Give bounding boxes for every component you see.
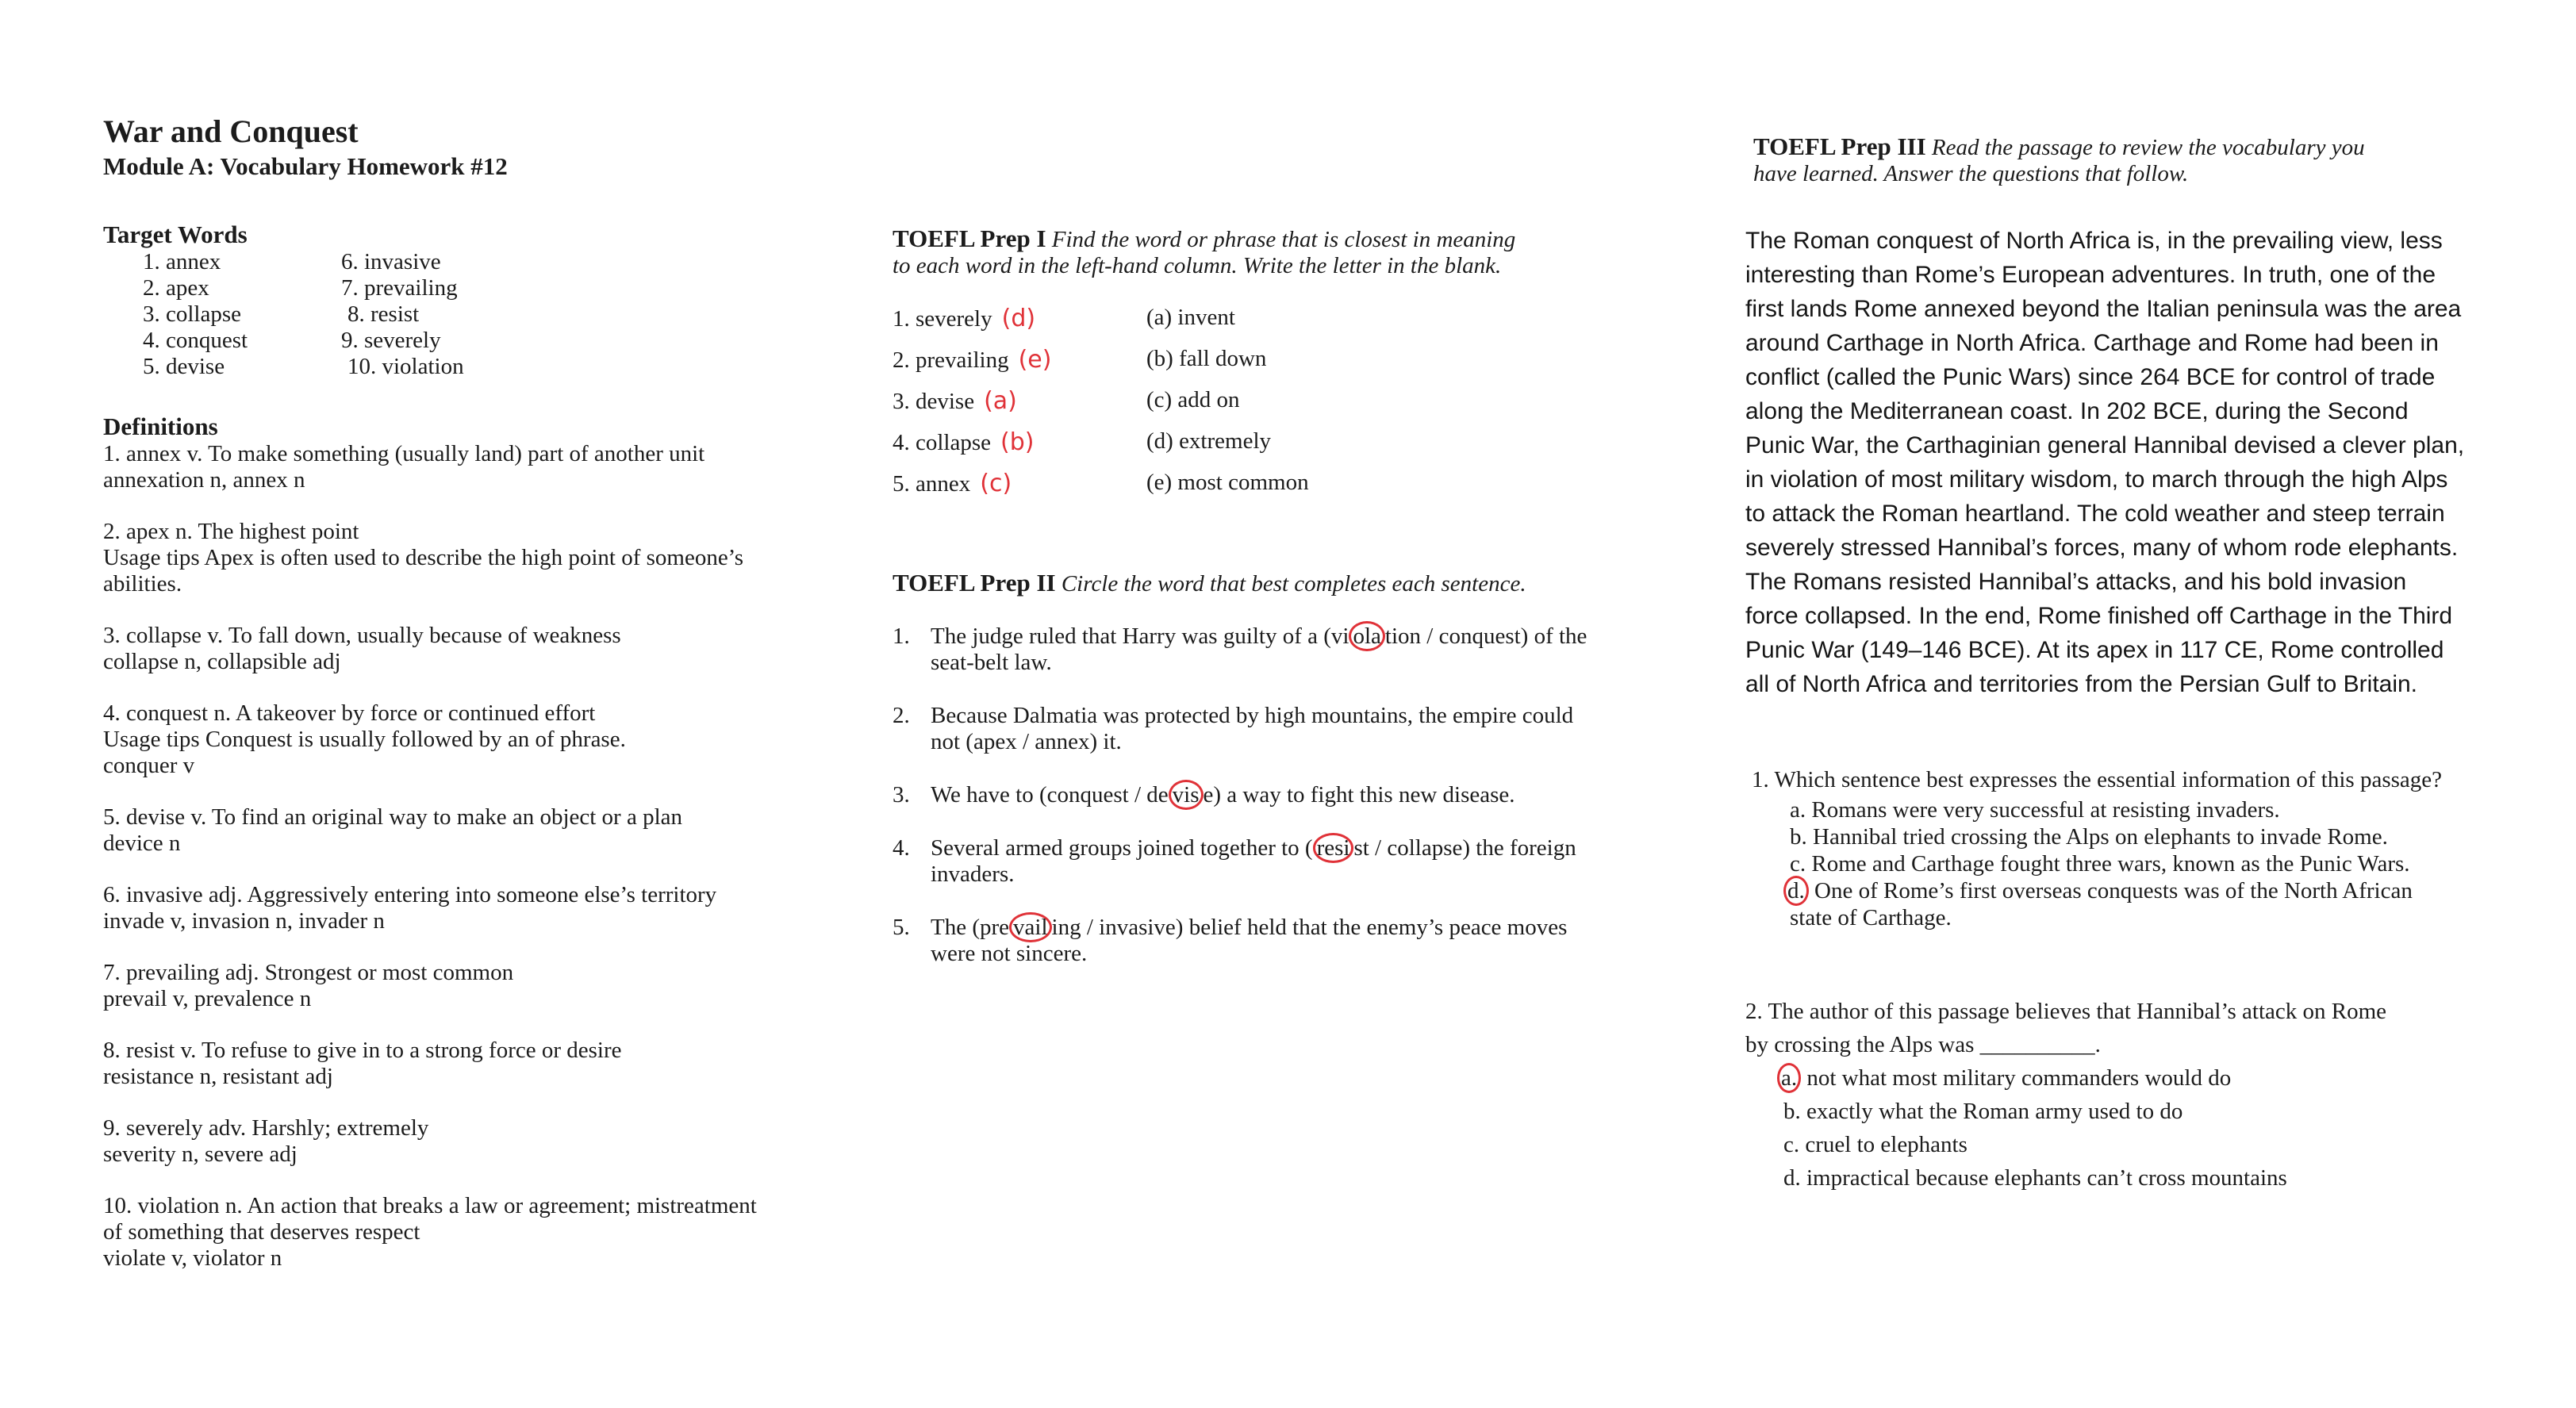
sentence-number: 1. xyxy=(893,623,910,649)
sentence-item xyxy=(893,835,1638,888)
passage-line: first lands Rome annexed beyond the Italian peninsula was the area xyxy=(1745,296,2462,322)
sentence-text: tion / conquest) of the xyxy=(1384,623,1587,649)
definition-line: 7. prevailing adj. Strongest or most common xyxy=(103,960,514,985)
sentence-item xyxy=(893,782,1638,808)
prep1-instruction: to each word in the left-hand column. Write the letter in the blank. xyxy=(893,253,1502,278)
sentence-text: The (pre xyxy=(931,915,1010,940)
sentence-text: were not sincere. xyxy=(931,941,1088,966)
passage-line: in violation of most military wisdom, to march through the high Alps xyxy=(1745,466,2448,493)
passage-line: to attack the Roman heartland. The cold weather and steep terrain xyxy=(1745,501,2445,527)
answer-option[interactable]: b. exactly what the Roman army used to do xyxy=(1783,1099,2183,1124)
target-word: 9. severely xyxy=(341,328,441,353)
sentence-item xyxy=(893,623,1638,676)
definition-line: annexation n, annex n xyxy=(103,467,305,493)
sentence-number: 2. xyxy=(893,703,910,728)
sentence-text: We have to (conquest / de xyxy=(931,782,1169,808)
answer-option[interactable]: b. Hannibal tried crossing the Alps on elephants to invade Rome. xyxy=(1790,824,2388,850)
definition-line: Usage tips Conquest is usually followed by an of phrase. xyxy=(103,727,626,752)
passage-line: around Carthage in North Africa. Carthage and Rome had been in xyxy=(1745,330,2439,356)
answer-option[interactable]: c. Rome and Carthage fought three wars, known as the Punic Wars. xyxy=(1790,851,2410,877)
target-word: 10. violation xyxy=(347,354,464,379)
definition-line: collapse n, collapsible adj xyxy=(103,649,341,674)
circled-answer-letter[interactable]: d. xyxy=(1783,876,1809,906)
circled-answer[interactable]: vail xyxy=(1009,912,1052,942)
answer-option[interactable]: a. Romans were very successful at resisting invaders. xyxy=(1790,797,2280,823)
matching-word: 3. devise xyxy=(893,389,975,414)
definition-line: violate v, violator n xyxy=(103,1245,282,1271)
definition-item xyxy=(103,441,833,493)
definition-line: severity n, severe adj xyxy=(103,1141,298,1167)
sentence-text: invaders. xyxy=(931,861,1015,887)
handwritten-answer[interactable]: (a) xyxy=(984,387,1017,415)
definition-line: invade v, invasion n, invader n xyxy=(103,908,385,934)
question-text: 1. Which sentence best expresses the essential information of this passage? xyxy=(1752,767,2443,792)
definition-item xyxy=(103,519,833,597)
definitions-heading: Definitions xyxy=(103,412,218,440)
circled-answer[interactable]: vis xyxy=(1169,780,1204,810)
definition-item xyxy=(103,623,833,675)
prep1-instruction: Find the word or phrase that is closest in meaning xyxy=(1051,227,1516,252)
circled-answer-letter[interactable]: a. xyxy=(1777,1063,1801,1093)
definition-item xyxy=(103,1038,833,1090)
selected-answer-option[interactable] xyxy=(1745,1061,2531,1095)
target-words-list xyxy=(143,249,539,380)
definition-line: 5. devise v. To find an original way to make an object or a plan xyxy=(103,804,683,830)
passage-line: Punic War, the Carthaginian general Hannibal devised a clever plan, xyxy=(1745,432,2465,458)
passage-line: severely stressed Hannibal’s forces, many of whom rode elephants. xyxy=(1745,535,2459,561)
definition-line: conquer v xyxy=(103,753,195,778)
matching-row xyxy=(893,346,1607,387)
passage-line: conflict (called the Punic Wars) since 264 BCE for control of trade xyxy=(1745,364,2436,390)
answer-option[interactable]: d. impractical because elephants can’t cross mountains xyxy=(1783,1165,2287,1191)
question-text: 2. The author of this passage believes that Hannibal’s attack on Rome xyxy=(1745,999,2387,1024)
target-word: 1. annex xyxy=(143,249,221,274)
prep3-instruction: Read the passage to review the vocabulary you xyxy=(1931,135,2365,160)
passage-line: along the Mediterranean coast. In 202 BCE, during the Second xyxy=(1745,398,2409,424)
selected-answer-option[interactable] xyxy=(1752,877,2537,904)
question-text: by crossing the Alps was __________. xyxy=(1745,1032,2101,1057)
prep2-header xyxy=(893,570,1526,597)
handwritten-answer[interactable]: (d) xyxy=(1001,305,1036,332)
circled-answer[interactable]: ola xyxy=(1349,621,1384,651)
answer-option-text: not what most military commanders would do xyxy=(1806,1065,2232,1091)
sentence-text: not (apex / annex) it. xyxy=(931,729,1122,754)
matching-word: 5. annex xyxy=(893,471,971,497)
sentence-text: ing / invasive) belief held that the enemy’s peace moves xyxy=(1051,915,1568,940)
sentence-number: 3. xyxy=(893,782,910,808)
definition-item xyxy=(103,804,833,857)
matching-option: (a) invent xyxy=(1146,305,1235,330)
question-2 xyxy=(1745,995,2531,1195)
prep3-header xyxy=(1753,133,2365,187)
sentence-item xyxy=(893,915,1638,967)
handwritten-answer[interactable]: (b) xyxy=(1000,428,1035,456)
passage-line: Punic War (149–146 BCE). At its apex in 117 CE, Rome controlled xyxy=(1745,637,2444,663)
sentence-text: st / collapse) the foreign xyxy=(1353,835,1576,861)
prep1-header xyxy=(893,225,1515,279)
matching-option: (e) most common xyxy=(1146,470,1309,495)
sentence-number: 5. xyxy=(893,915,910,940)
definition-line: 3. collapse v. To fall down, usually because of weakness xyxy=(103,623,621,648)
matching-word: 2. prevailing xyxy=(893,347,1009,373)
definition-line: 10. violation n. An action that breaks a law or agreement; mistreatment xyxy=(103,1193,757,1218)
handwritten-answer[interactable]: (e) xyxy=(1018,346,1052,374)
prep3-heading: TOEFL Prep III xyxy=(1753,132,1926,160)
matching-row xyxy=(893,470,1607,511)
matching-row xyxy=(893,387,1607,428)
target-word: 2. apex xyxy=(143,275,209,301)
passage-line: interesting than Rome’s European adventures. In truth, one of the xyxy=(1745,262,2436,288)
definition-item xyxy=(103,1193,833,1272)
matching-word: 4. collapse xyxy=(893,430,992,455)
definition-line: 9. severely adv. Harshly; extremely xyxy=(103,1115,429,1141)
sentence-text: The judge ruled that Harry was guilty of a (vi xyxy=(931,623,1349,649)
handwritten-answer[interactable]: (c) xyxy=(980,470,1012,497)
definition-line: 8. resist v. To refuse to give in to a strong force or desire xyxy=(103,1038,622,1063)
prep3-instruction: have learned. Answer the questions that follow. xyxy=(1753,161,2189,186)
matching-word: 1. severely xyxy=(893,306,992,332)
target-word: 5. devise xyxy=(143,354,225,379)
passage-line: all of North Africa and territories from the Persian Gulf to Britain. xyxy=(1745,671,2418,697)
definition-item xyxy=(103,960,833,1012)
passage-line: force collapsed. In the end, Rome finished off Carthage in the Third xyxy=(1745,603,2453,629)
target-word: 3. collapse xyxy=(143,301,242,327)
definition-line: 6. invasive adj. Aggressively entering into someone else’s territory xyxy=(103,882,717,907)
matching-row xyxy=(893,305,1607,346)
matching-option: (b) fall down xyxy=(1146,346,1267,371)
sentence-item xyxy=(893,703,1638,755)
sentence-text: e) a way to fight this new disease. xyxy=(1203,782,1515,808)
passage-line: The Romans resisted Hannibal’s attacks, and his bold invasion xyxy=(1745,569,2407,595)
definition-line: 4. conquest n. A takeover by force or continued effort xyxy=(103,700,596,726)
passage-line: The Roman conquest of North Africa is, in the prevailing view, less xyxy=(1745,228,2443,254)
page-title: War and Conquest xyxy=(103,113,359,149)
target-words-heading: Target Words xyxy=(103,221,248,248)
prep2-sentence-list xyxy=(893,623,1638,994)
definition-item xyxy=(103,882,833,934)
answer-option[interactable]: c. cruel to elephants xyxy=(1783,1132,1968,1157)
definition-line: device n xyxy=(103,831,181,856)
definition-line: of something that deserves respect xyxy=(103,1219,420,1245)
sentence-text: seat-belt law. xyxy=(931,650,1052,675)
answer-option-continuation: state of Carthage. xyxy=(1790,905,1952,930)
prep2-instruction: Circle the word that best completes each sentence. xyxy=(1061,571,1526,597)
definition-item xyxy=(103,700,833,779)
reading-passage xyxy=(1745,224,2539,701)
matching-row xyxy=(893,428,1607,470)
definitions-list xyxy=(103,441,833,1297)
target-word: 6. invasive xyxy=(341,249,441,274)
definition-line: 1. annex v. To make something (usually land) part of another unit xyxy=(103,441,705,466)
definition-line: resistance n, resistant adj xyxy=(103,1064,333,1089)
page-subtitle: Module A: Vocabulary Homework #12 xyxy=(103,152,508,180)
target-word: 4. conquest xyxy=(143,328,248,353)
definition-line: 2. apex n. The highest point xyxy=(103,519,359,544)
sentence-text: Several armed groups joined together to ( xyxy=(931,835,1313,861)
definition-line: abilities. xyxy=(103,571,182,597)
prep2-heading: TOEFL Prep II xyxy=(893,569,1056,597)
definition-line: prevail v, prevalence n xyxy=(103,986,312,1011)
prep1-matching-list xyxy=(893,305,1607,511)
definition-item xyxy=(103,1115,833,1168)
sentence-number: 4. xyxy=(893,835,910,861)
definition-line: Usage tips Apex is often used to describe the high point of someone’s xyxy=(103,545,744,570)
target-word: 8. resist xyxy=(347,301,420,327)
question-1 xyxy=(1752,763,2537,931)
answer-option-text: One of Rome’s first overseas conquests was of the North African xyxy=(1814,878,2413,903)
sentence-text: Because Dalmatia was protected by high mountains, the empire could xyxy=(931,703,1574,728)
prep1-heading: TOEFL Prep I xyxy=(893,224,1046,252)
target-word: 7. prevailing xyxy=(341,275,458,301)
matching-option: (d) extremely xyxy=(1146,428,1272,454)
circled-answer[interactable]: resi xyxy=(1313,833,1354,863)
matching-option: (c) add on xyxy=(1146,387,1240,412)
